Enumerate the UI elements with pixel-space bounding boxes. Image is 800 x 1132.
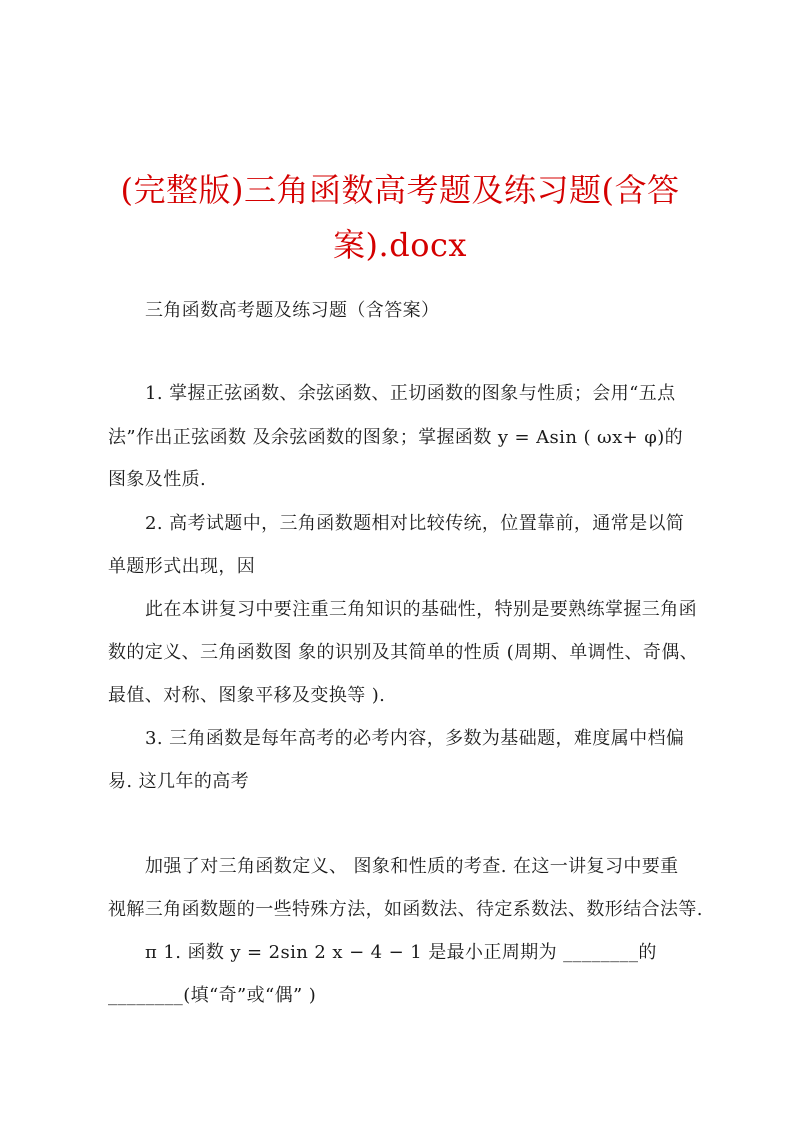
document-subtitle: 三角函数高考题及练习题（含答案） [145, 300, 440, 321]
paragraph-line: 数的定义、三角函数图 象的识别及其简单的性质 (周期、单调性、奇偶、 [108, 642, 699, 663]
paragraph-line: 图象及性质. [108, 469, 207, 490]
paragraph-line: 单题形式出现，因 [108, 556, 256, 577]
paragraph-line: 最值、对称、图象平移及变换等 ). [108, 685, 386, 706]
exercise-line: ________(填“奇”或“偶” ) [108, 985, 317, 1006]
exercise-line: π 1. 函数 y = 2sin 2 x − 4 − 1 是最小正周期为 ________的 [145, 942, 657, 963]
paragraph-line: 易. 这几年的高考 [108, 771, 250, 792]
paragraph-line: 3. 三角函数是每年高考的必考内容，多数为基础题，难度属中档偏 [145, 728, 685, 749]
paragraph-line: 2. 高考试题中，三角函数题相对比较传统，位置靠前，通常是以简 [145, 513, 685, 534]
paragraph-line: 加强了对三角函数定义、 图象和性质的考查. 在这一讲复习中要重 [145, 856, 679, 877]
paragraph-line: 此在本讲复习中要注重三角知识的基础性，特别是要熟练掌握三角函 [145, 599, 697, 620]
paragraph-line: 视解三角函数题的一些特殊方法，如函数法、待定系数法、数形结合法等. [108, 899, 703, 920]
document-title-line-2: 案).docx [333, 226, 467, 264]
document-title-line-1: (完整版)三角函数高考题及练习题(含答 [120, 171, 680, 209]
paragraph-line: 1. 掌握正弦函数、余弦函数、正切函数的图象与性质；会用“五点 [145, 383, 676, 404]
paragraph-line: 法”作出正弦函数 及余弦函数的图象；掌握函数 y = Asin ( ωx+ φ)的 [108, 427, 684, 448]
